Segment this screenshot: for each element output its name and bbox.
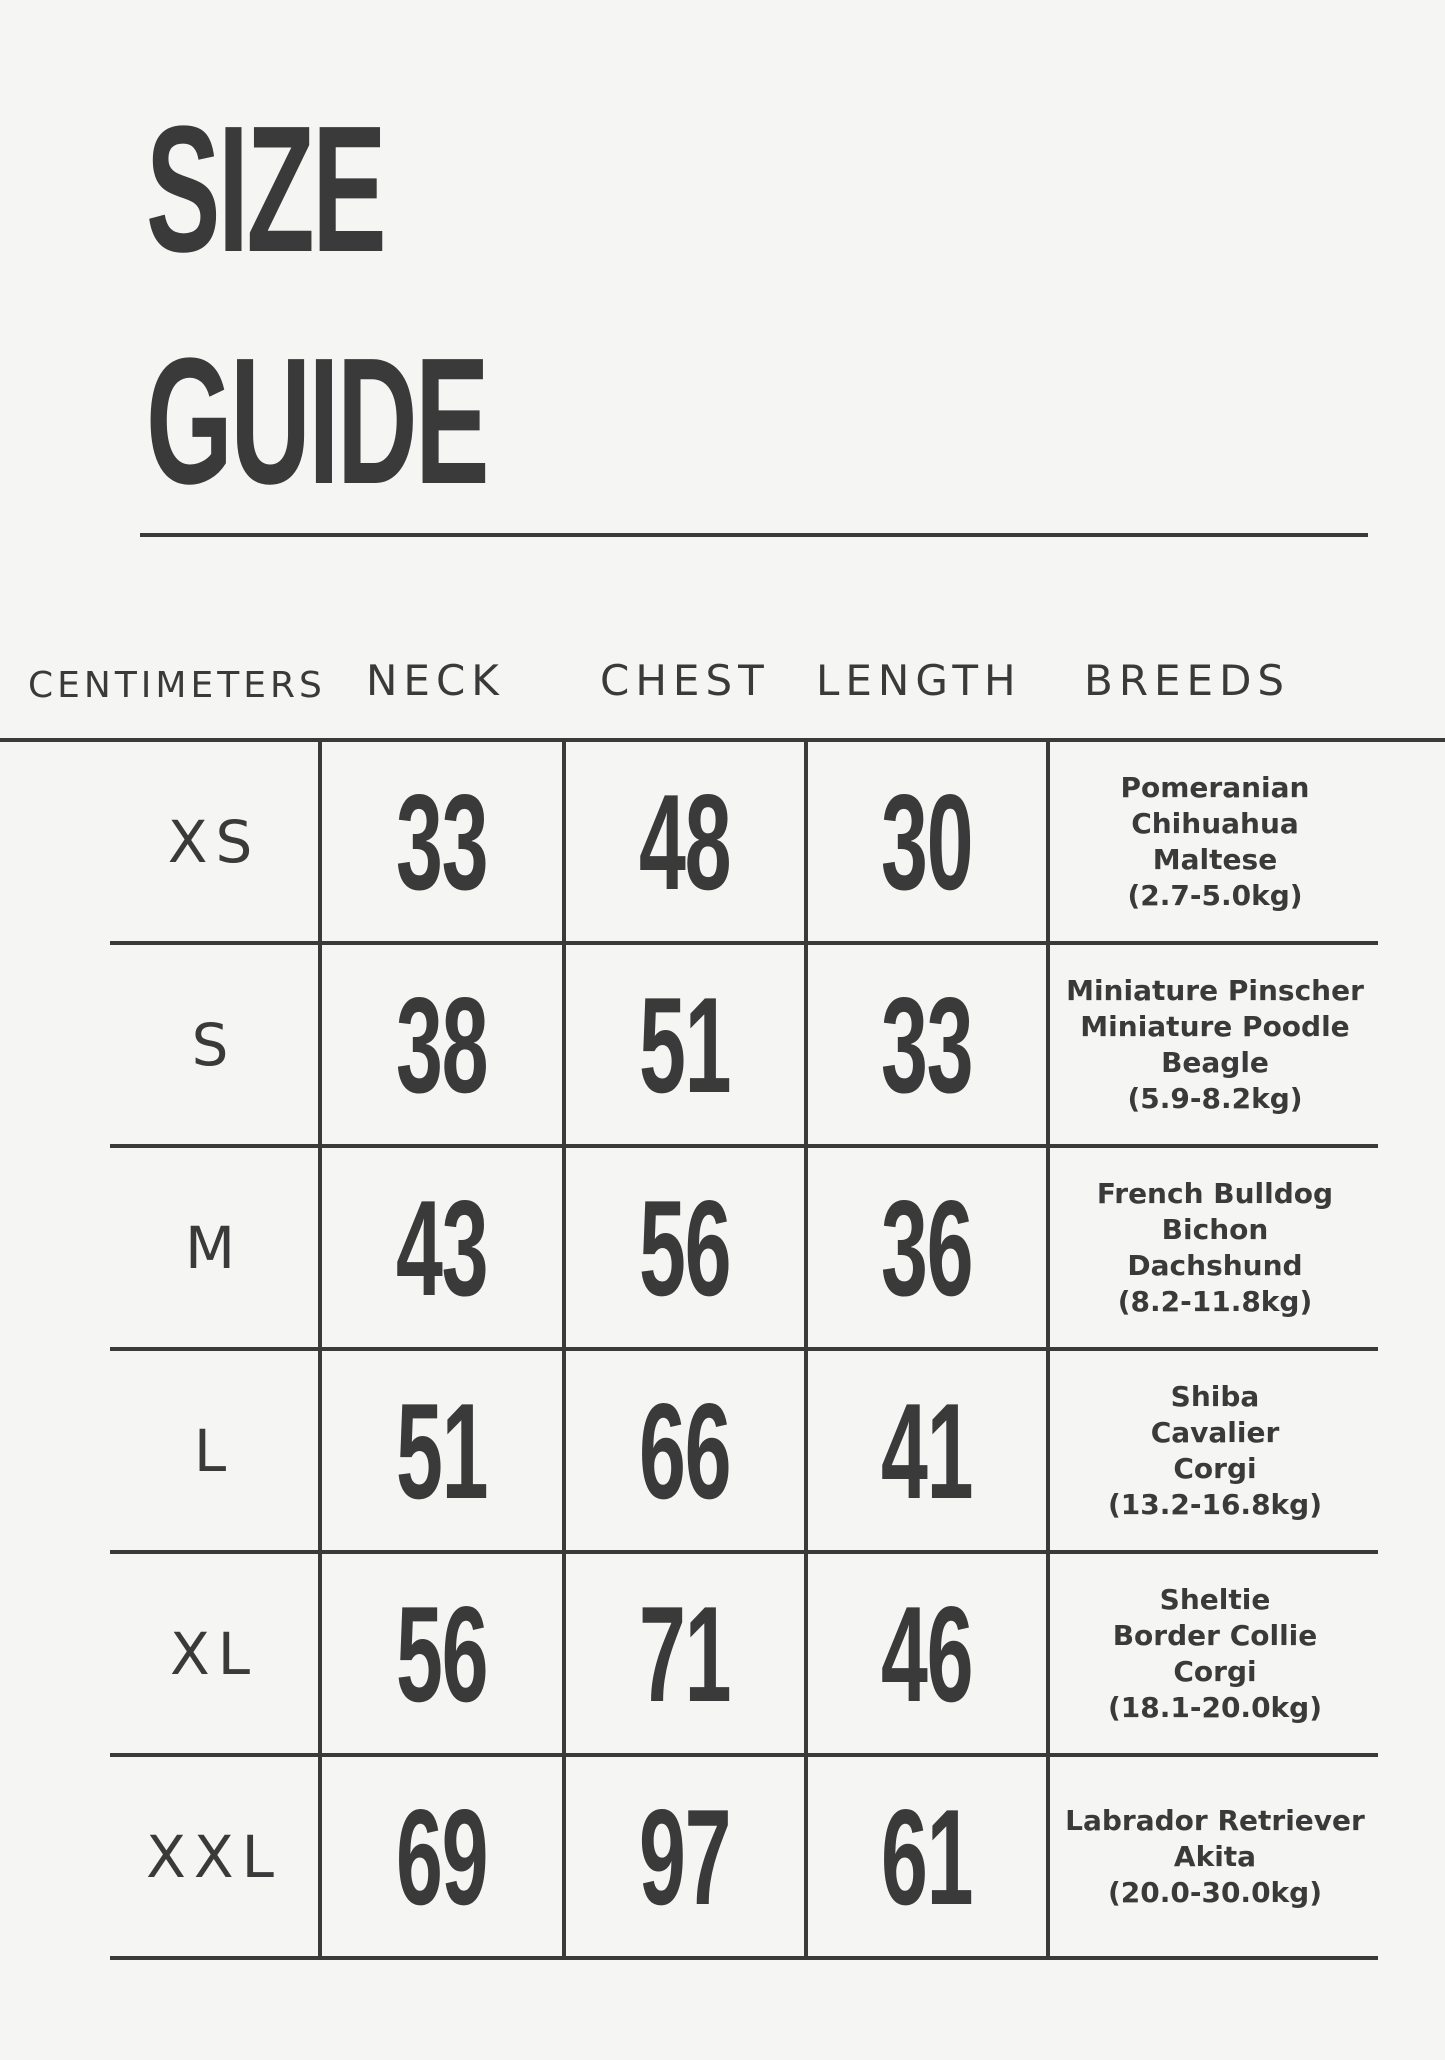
size-label: S [191,1010,237,1079]
length-number: 36 [881,1171,973,1324]
length-value [808,1757,1046,1956]
neck-number: 33 [396,765,488,918]
chest-number: 71 [639,1577,731,1730]
chest-value [566,1757,804,1956]
chest-value [566,1554,804,1753]
breed-line: Corgi [1173,1451,1257,1485]
neck-value [322,1351,562,1550]
breed-line: Shiba [1170,1379,1260,1413]
neck-number: 43 [396,1171,488,1324]
length-number: 30 [881,765,973,918]
chest-value [566,945,804,1144]
breed-line: Corgi [1173,1654,1257,1688]
chest-number: 56 [639,1171,731,1324]
breed-line: Maltese [1152,842,1278,876]
breed-line: Border Collie [1112,1618,1318,1652]
chest-value [566,742,804,941]
breed-line: Miniature Pinscher [1066,973,1364,1007]
breeds-cell [1048,945,1382,1144]
size-label: XXL [146,1822,282,1891]
breed-line: (18.1-20.0kg) [1107,1690,1323,1724]
header-neck: NECK [366,656,505,705]
length-number: 41 [881,1374,973,1527]
size-label: XS [167,807,261,876]
length-value [808,945,1046,1144]
neck-number: 56 [396,1577,488,1730]
neck-value [322,1757,562,1956]
breed-line: (13.2-16.8kg) [1107,1487,1323,1521]
neck-value [322,1554,562,1753]
breed-line: Labrador Retriever [1065,1803,1365,1837]
size-label: XL [169,1619,259,1688]
length-value [808,1351,1046,1550]
neck-value [322,1148,562,1347]
breeds-cell [1048,1148,1382,1347]
title-divider [140,533,1368,537]
breed-line: (2.7-5.0kg) [1127,878,1303,912]
size-label: L [193,1416,235,1485]
breed-line: (5.9-8.2kg) [1127,1081,1303,1115]
breeds-cell [1048,1351,1382,1550]
breed-line: Beagle [1161,1045,1269,1079]
breed-line: Cavalier [1150,1415,1280,1449]
breed-line: (8.2-11.8kg) [1117,1284,1313,1318]
chest-number: 51 [639,968,731,1121]
header-chest: CHEST [600,656,770,705]
neck-number: 51 [396,1374,488,1527]
table-row-divider [110,1956,1378,1960]
chest-number: 48 [639,765,731,918]
chest-value [566,1148,804,1347]
breed-line: French Bulldog [1096,1176,1334,1210]
breed-line: Akita [1173,1839,1257,1873]
length-number: 61 [881,1780,973,1933]
breeds-cell [1048,1554,1382,1753]
neck-number: 38 [396,968,488,1121]
breeds-cell [1048,742,1382,941]
length-value [808,1554,1046,1753]
neck-number: 69 [396,1780,488,1933]
breed-line: (20.0-30.0kg) [1107,1875,1323,1909]
chest-number: 97 [639,1780,731,1933]
page-title-line-2: GUIDE [146,321,488,522]
breeds-cell [1048,1757,1382,1956]
length-number: 46 [881,1577,973,1730]
chest-value [566,1351,804,1550]
breed-line: Bichon [1161,1212,1269,1246]
neck-value [322,742,562,941]
breed-line: Miniature Poodle [1080,1009,1350,1043]
length-value [808,742,1046,941]
length-value [808,1148,1046,1347]
breed-line: Dachshund [1127,1248,1303,1282]
breed-line: Chihuahua [1131,806,1299,840]
header-breeds: BREEDS [1084,656,1291,705]
chest-number: 66 [639,1374,731,1527]
page-title-line-1: SIZE [146,89,385,290]
breed-line: Pomeranian [1120,770,1310,804]
breed-line: Sheltie [1159,1582,1271,1616]
header-unit: CENTIMETERS [28,665,326,706]
length-number: 33 [881,968,973,1121]
header-length: LENGTH [816,656,1022,705]
size-label: M [184,1213,244,1282]
neck-value [322,945,562,1144]
